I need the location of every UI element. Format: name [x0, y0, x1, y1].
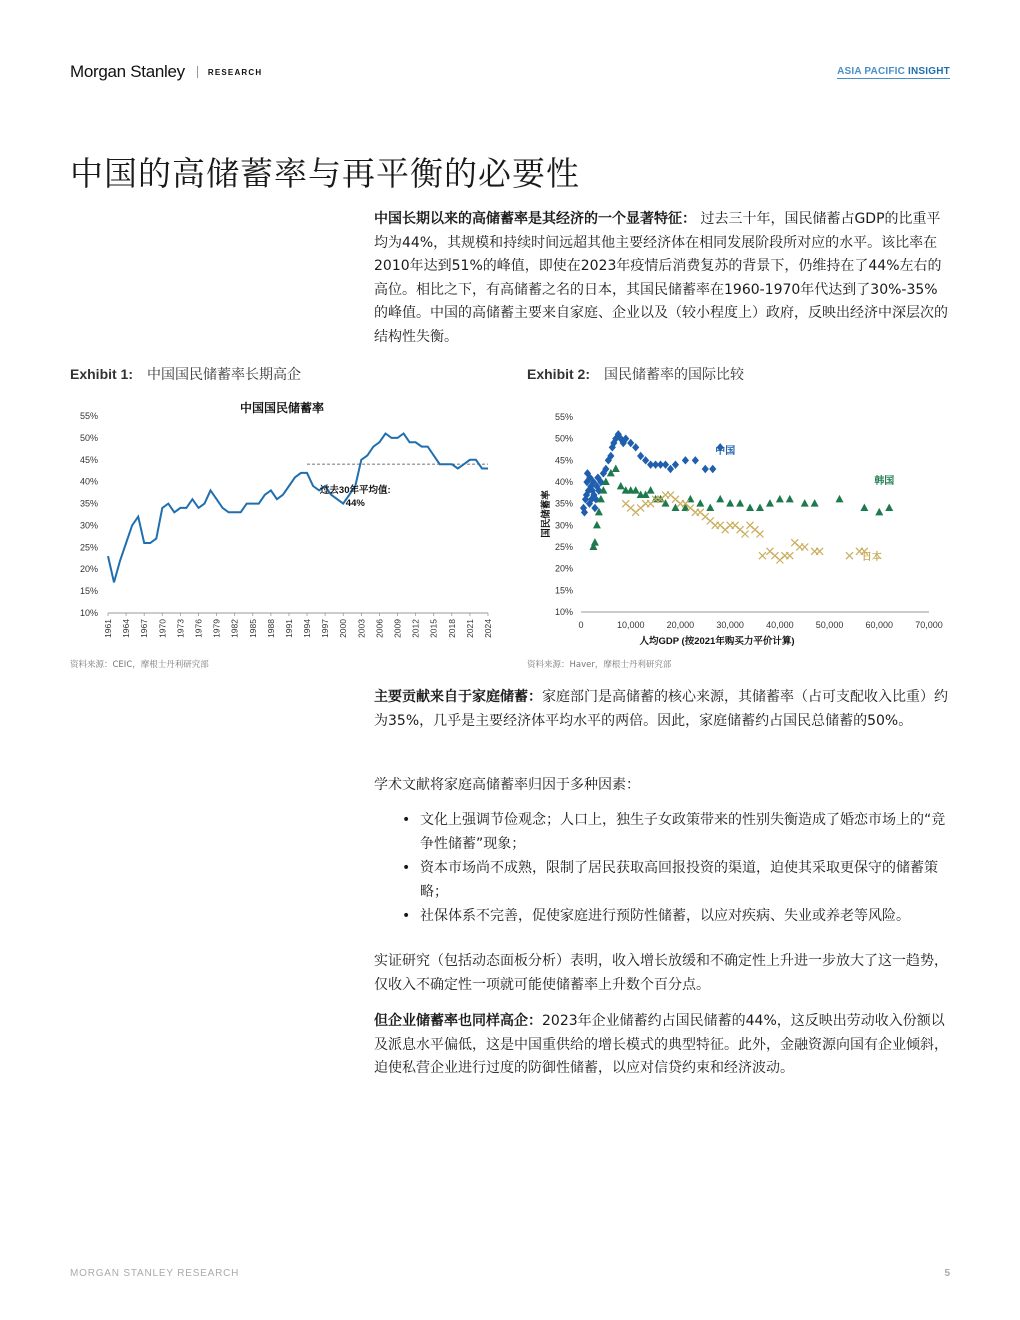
corporate-lead: 但企业储蓄率也同样高企： [374, 1013, 542, 1029]
empirical-paragraph: 实证研究（包括动态面板分析）表明，收入增长放缓和不确定性上升进一步放大了这一趋势，仅收入不确定性一项就可能使储蓄率上升数个百分点。 [374, 953, 948, 993]
corporate-paragraph [374, 1010, 950, 1081]
chart1-y-tick: 10% [79, 608, 98, 618]
chart1-x-tick: 1982 [229, 619, 240, 638]
chart2-y-tick: 20% [554, 563, 573, 574]
household-body: 家庭部门是高储蓄的核心来源，其储蓄率（占可支配收入比重）约为35%，几乎是主要经济体平均水平的两倍。因此，家庭储蓄约占国民总储蓄的50%。 [374, 689, 948, 729]
chart2-point [726, 499, 734, 507]
chart2-point [647, 486, 655, 494]
chart1-series-line [108, 434, 488, 583]
exhibit2-source: 资料来源：Haver，摩根士丹利研究部 [527, 660, 672, 670]
chart2-point [667, 465, 674, 473]
chart1-x-tick: 2024 [483, 619, 493, 638]
chart1-x-tick: 2018 [446, 619, 457, 638]
chart2-point [671, 504, 679, 512]
chart1-y-tick: 20% [79, 564, 98, 575]
chart2-point [786, 552, 793, 559]
household-lead: 主要贡献来自于家庭储蓄： [374, 689, 542, 705]
chart2-y-tick: 40% [554, 477, 573, 487]
chart2-point [756, 531, 763, 538]
chart2-point [709, 465, 716, 473]
exhibit1-source: 资料来源：CEIC，摩根士丹利研究部 [70, 660, 209, 670]
chart1-x-tick: 2012 [410, 619, 421, 638]
list-item: • 社保体系不完善，促使家庭进行预防性储蓄，以应对疾病、失业或养老等风险。 [374, 904, 950, 928]
page-number: 5 [944, 1268, 950, 1279]
page-title: 中国的高储蓄率与再平衡的必要性 [70, 154, 580, 193]
chart2-point [632, 486, 640, 494]
chart2-y-tick: 10% [554, 607, 573, 617]
chart1-x-tick: 2021 [464, 619, 475, 638]
intro-lead: 中国长期以来的高储蓄率是其经济的一个显著特征： [374, 211, 696, 227]
chart2-x-tick: 30,000 [716, 620, 744, 630]
chart1-x-tick: 1991 [283, 619, 294, 638]
chart2-series-x [622, 492, 868, 564]
chart1-x-tick: 2003 [356, 619, 367, 638]
list-item: • 资本市场尚不成熟，限制了居民获取高回报投资的渠道，迫使其采取更保守的储蓄策略； [374, 856, 950, 904]
intro-paragraph [374, 208, 950, 349]
chart1-x-tick: 1973 [175, 619, 186, 638]
chart1-y-tick: 30% [79, 520, 98, 531]
chart2-point [860, 504, 868, 512]
chart1-x-tick: 1961 [103, 619, 113, 638]
chart2-point [836, 495, 844, 503]
chart2-point [593, 521, 601, 529]
chart2-point [746, 504, 754, 512]
chart2-y-tick: 30% [554, 520, 573, 531]
chart2-y-tick: 35% [554, 498, 573, 509]
chart2-point [696, 499, 704, 507]
header-brand [70, 62, 262, 82]
chart1-y-tick: 35% [79, 498, 98, 509]
chart2-x-tick: 10,000 [616, 620, 645, 630]
chart1-x-tick: 1997 [320, 619, 331, 638]
chart2-point [801, 499, 809, 507]
chart2-point [846, 552, 853, 559]
header-divider [197, 66, 198, 78]
chart2-point [672, 460, 679, 468]
intro-body: 过去三十年，国民储蓄占GDP的比重平均为44%，其规模和持续时间远超其他主要经济体在相同发展阶段所对应的水平。该比率在2010年达到51%的峰值，即使在2023年疫情后消费复苏的背景下，仍维持在了44%左右的高位。相比之下，有高储蓄之名的日本，其国民储蓄率在1960-1970年代达到了30%-35%的峰值。中国的高储蓄主要来自家庭、企业以及（较小程度上）政府，反映出经济中深层次的结构性失衡。 [374, 211, 948, 345]
chart2-y-tick: 45% [554, 455, 573, 466]
chart2-x-tick: 70,000 [915, 620, 943, 630]
household-paragraph [374, 686, 950, 733]
exhibit2-title-text: 国民储蓄率的国际比较 [604, 367, 745, 383]
chart2-point [692, 456, 699, 464]
chart2-point [591, 538, 599, 546]
exhibit1-title-text: 中国国民储蓄率长期高企 [147, 367, 302, 383]
chart2-y-tick: 15% [554, 585, 573, 596]
exhibit1-title [70, 364, 301, 384]
chart1-x-tick: 1976 [193, 619, 204, 638]
list-item: • 文化上强调节俭观念；人口上，独生子女政策带来的性别失衡造成了婚恋市场上的“竞争性储蓄”现象； [374, 808, 950, 856]
chart2-point [875, 508, 883, 515]
chart1-y-tick: 25% [79, 542, 98, 553]
chart1-average-label: 过去30年平均值: [319, 485, 391, 497]
series-label-bold: INSIGHT [908, 66, 950, 77]
chart1-x-tick: 1979 [211, 619, 222, 638]
chart2-point [776, 495, 784, 503]
chart2-point [756, 504, 764, 512]
chart1-y-tick: 40% [79, 476, 98, 487]
exhibit1-number: Exhibit 1: [70, 366, 134, 382]
chart2-series-label: 中国 [715, 445, 736, 457]
chart1-x-tick: 1985 [247, 619, 258, 638]
chart1-y-tick: 50% [79, 432, 98, 443]
chart2-point [627, 439, 634, 447]
chart1-y-tick: 45% [79, 454, 98, 465]
series-label [837, 66, 950, 79]
chart2-x-tick: 20,000 [666, 620, 695, 630]
chart2-point [885, 504, 893, 512]
chart2-x-tick: 0 [578, 620, 584, 630]
chart2-point [702, 465, 709, 473]
chart2-point [811, 499, 819, 507]
chart2-point [786, 495, 794, 503]
series-label-light: ASIA PACIFIC [837, 66, 909, 77]
chart2-point [632, 443, 639, 451]
chart2-x-tick: 50,000 [815, 620, 844, 630]
chart2-point [759, 552, 766, 559]
chart1-x-tick: 2006 [374, 619, 385, 638]
corporate-body: 2023年企业储蓄约占国民储蓄的44%，这反映出劳动收入份额以及派息水平偏低，这是中国重供给的增长模式的典型特征。此外，金融资源向国有企业倾斜，迫使私营企业进行过度的防御性储蓄，以应对信贷约束和经济波动。 [374, 1013, 948, 1076]
chart2-point [662, 460, 669, 468]
chart2-point [716, 495, 724, 503]
chart2-point [682, 456, 689, 464]
chart1-x-tick: 1970 [157, 619, 168, 638]
chart2-point [642, 456, 649, 464]
footer-brand: MORGAN STANLEY RESEARCH [70, 1268, 240, 1279]
chart2-x-tick: 60,000 [865, 620, 894, 630]
chart2-point [766, 499, 774, 507]
factors-list [374, 808, 950, 928]
exhibit2-title [527, 364, 744, 384]
chart1-x-tick: 1994 [302, 619, 313, 638]
chart2-point [736, 499, 744, 507]
chart2-point [637, 452, 644, 460]
chart1-y-tick: 15% [79, 586, 98, 597]
chart2-y-tick: 50% [554, 433, 573, 444]
exhibit2-scatter-chart [527, 392, 952, 654]
chart2-x-tick: 40,000 [766, 620, 794, 630]
chart1-x-tick: 2015 [428, 619, 439, 638]
chart2-point [742, 531, 749, 538]
research-label: RESEARCH [207, 67, 263, 77]
chart1-y-tick: 55% [79, 411, 98, 421]
exhibit2-number: Exhibit 2: [527, 366, 591, 382]
chart2-point [612, 465, 620, 473]
chart2-point [801, 544, 808, 551]
chart2-y-tick: 25% [554, 542, 573, 552]
chart1-title: 中国国民储蓄率 [239, 401, 325, 415]
exhibit1-line-chart [70, 392, 500, 652]
chart1-x-tick: 1964 [121, 619, 132, 638]
chart2-y-tick: 55% [554, 412, 573, 422]
chart1-x-tick: 2000 [338, 619, 349, 638]
chart2-series-label: 韩国 [874, 476, 895, 488]
morgan-stanley-logo[interactable]: Morgan Stanley [70, 62, 185, 81]
literature-paragraph: 学术文献将家庭高储蓄率归因于多种因素： [374, 777, 640, 793]
chart2-y-axis-label: 国民储蓄率 [541, 490, 552, 538]
chart2-series-label: 日本 [861, 552, 882, 563]
chart2-point [816, 548, 823, 555]
chart2-x-axis-label: 人均GDP (按2021年购买力平价计算) [639, 636, 795, 647]
chart1-x-tick: 1988 [265, 619, 276, 638]
chart2-point [617, 482, 625, 490]
chart1-average-value: 44% [345, 498, 365, 510]
chart1-x-tick: 1967 [139, 619, 150, 638]
chart1-x-tick: 2009 [392, 619, 403, 638]
chart2-point [706, 504, 714, 512]
